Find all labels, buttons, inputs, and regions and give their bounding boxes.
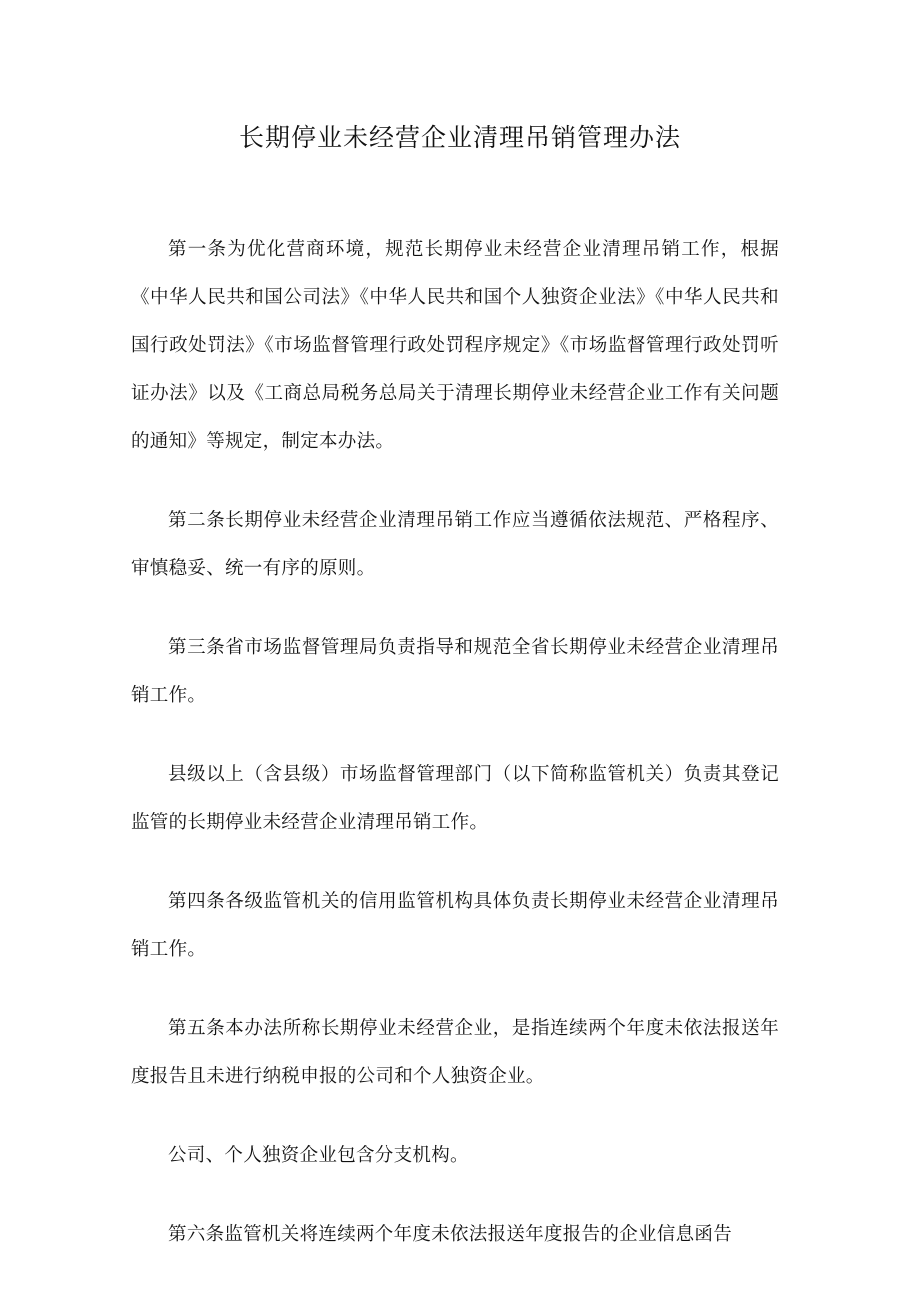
paragraph-article-6: 第六条监管机关将连续两个年度未依法报送年度报告的企业信息函告 [168,1224,733,1245]
document-title: 长期停业未经营企业清理吊销管理办法 [238,123,681,152]
paragraph-article-2: 第二条长期停业未经营企业清理吊销工作应当遵循依法规范、严格程序、审慎稳妥、统一有序的原则。 [131,510,779,579]
document-body [131,226,779,1290]
paragraph-article-1: 第一条为优化营商环境，规范长期停业未经营企业清理吊销工作，根据《中华人民共和国公司法》《中华人民共和国个人独资企业法》《中华人民共和国行政处罚法》《市场监督管理行政处罚程序规定》《市场监督管理行政处罚听证办法》以及《工商总局税务总局关于清理长期停业未经营企业工作有关问题的通知》等规定，制定本办法。 [131,239,779,452]
paragraph-branch-note: 公司、个人独资企业包含分支机构。 [168,1145,469,1166]
paragraph-county-level: 县级以上（含县级）市场监督管理部门（以下简称监管机关）负责其登记监管的长期停业未经营企业清理吊销工作。 [131,764,779,833]
paragraph-article-4: 第四条各级监管机关的信用监管机构具体负责长期停业未经营企业清理吊销工作。 [131,891,779,960]
paragraph-article-3: 第三条省市场监督管理局负责指导和规范全省长期停业未经营企业清理吊销工作。 [131,637,779,706]
paragraph-article-5: 第五条本办法所称长期停业未经营企业，是指连续两个年度未依法报送年度报告且未进行纳税申报的公司和个人独资企业。 [131,1018,779,1087]
